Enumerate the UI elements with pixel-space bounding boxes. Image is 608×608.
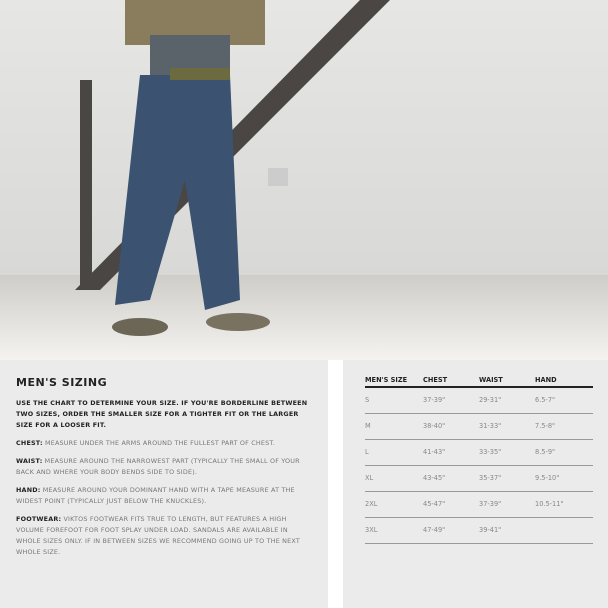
table-cell: 6.5-7" (535, 387, 593, 413)
col-size: MEN'S SIZE (365, 376, 423, 387)
table-row (365, 387, 593, 413)
table-cell: 29-31" (479, 387, 535, 413)
chest-note (16, 438, 312, 449)
table-cell: 7.5-8" (535, 413, 593, 439)
table-cell: 33-35" (479, 439, 535, 465)
text: VIKTOS FOOTWEAR FITS TRUE TO LENGTH, BUT FEATURES A HIGH VOLUME FOREFOOT FOR FOOT SPLAY UNDER LOAD. SANDALS ARE AVAILABLE IN WHOLE SIZES ONLY. IF IN BETWEEN SIZES WE RECOMMEND GOING UP TO THE NEXT WHOLE SIZE. (16, 515, 300, 556)
waist-note (16, 456, 312, 478)
table-cell: 3XL (365, 517, 423, 543)
table-row (365, 517, 593, 543)
intro-text: USE THE CHART TO DETERMINE YOUR SIZE. IF YOU'RE BORDERLINE BETWEEN TWO SIZES, ORDER THE SMALLER SIZE FOR A TIGHTER FIT OR THE LARGER SIZE FOR A LOOSER FIT. (16, 399, 308, 429)
table-cell: 35-37" (479, 465, 535, 491)
table-cell: 31-33" (479, 413, 535, 439)
table-cell: 47-49" (423, 517, 479, 543)
col-waist: WAIST (479, 376, 535, 387)
table-row (365, 413, 593, 439)
table-cell: M (365, 413, 423, 439)
text: MEASURE AROUND THE NARROWEST PART (TYPICALLY THE SMALL OF YOUR BACK AND WHERE YOUR BODY BENDS SIDE TO SIDE). (16, 457, 300, 476)
section-title: MEN'S SIZING (16, 376, 108, 389)
table-row (365, 439, 593, 465)
table-cell: 37-39" (423, 387, 479, 413)
label: FOOTWEAR: (16, 515, 62, 523)
table-cell: 39-41" (479, 517, 535, 543)
table-cell (535, 517, 593, 543)
size-table (365, 376, 593, 544)
table-row (365, 465, 593, 491)
label: HAND: (16, 486, 41, 494)
table-row (365, 491, 593, 517)
table-cell: L (365, 439, 423, 465)
text: MEASURE UNDER THE ARMS AROUND THE FULLEST PART OF CHEST. (42, 439, 275, 447)
text: MEASURE AROUND YOUR DOMINANT HAND WITH A TAPE MEASURE AT THE WIDEST POINT (TYPICALLY JUST BELOW THE KNUCKLES). (16, 486, 295, 505)
hand-note (16, 485, 312, 507)
table-cell: 9.5-10" (535, 465, 593, 491)
table-cell: XL (365, 465, 423, 491)
size-chart (343, 360, 608, 608)
table-cell: 45-47" (423, 491, 479, 517)
table-cell: 38-40" (423, 413, 479, 439)
table-cell: 8.5-9" (535, 439, 593, 465)
col-hand: HAND (535, 376, 593, 387)
table-cell: 10.5-11" (535, 491, 593, 517)
table-cell: 2XL (365, 491, 423, 517)
col-chest: CHEST (423, 376, 479, 387)
sizing-instructions (0, 360, 328, 608)
table-cell: S (365, 387, 423, 413)
label: CHEST: (16, 439, 43, 447)
label: WAIST: (16, 457, 43, 465)
footwear-note (16, 514, 312, 558)
table-cell: 41-43" (423, 439, 479, 465)
table-cell: 43-45" (423, 465, 479, 491)
table-cell: 37-39" (479, 491, 535, 517)
